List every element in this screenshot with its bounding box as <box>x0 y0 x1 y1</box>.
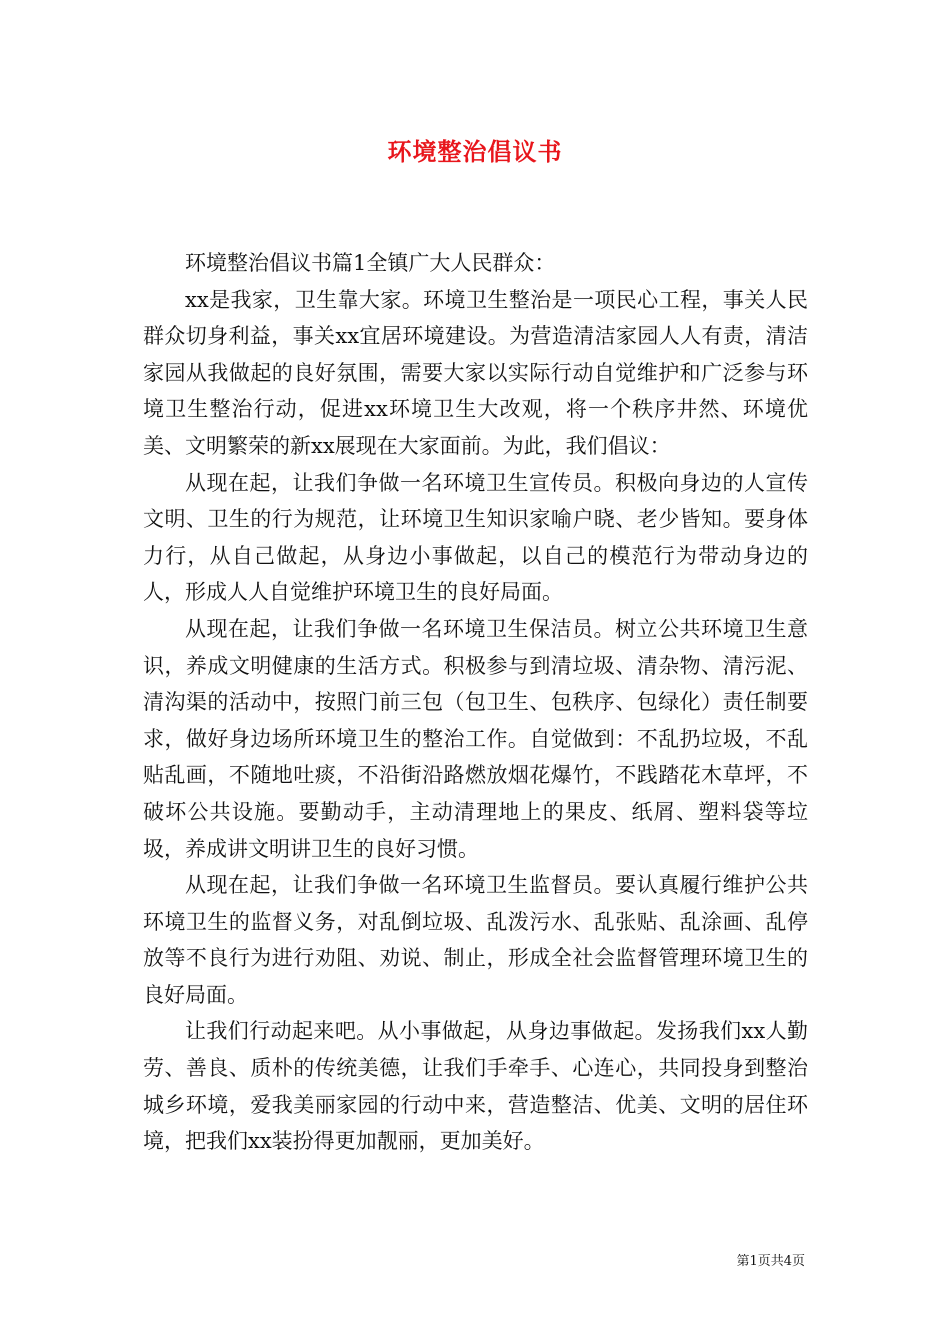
paragraph: 让我们行动起来吧。从小事做起，从身边事做起。发扬我们xx人勤劳、善良、质朴的传统美德，让我们手牵手、心连心，共同投身到整治城乡环境，爱我美丽家园的行动中来，营造整洁、优美、文明的居住环境，把我们xx装扮得更加靓丽，更加美好。 <box>143 1019 808 1154</box>
paragraph: 从现在起，让我们争做一名环境卫生宣传员。积极向身边的人宣传文明、卫生的行为规范，让环境卫生知识家喻户晓、老少皆知。要身体力行，从自己做起，从身边小事做起，以自己的模范行为带动身边的人，形成人人自觉维护环境卫生的良好局面。 <box>143 470 808 605</box>
paragraph: 从现在起，让我们争做一名环境卫生保洁员。树立公共环境卫生意识，养成文明健康的生活方式。积极参与到清垃圾、清杂物、清污泥、清沟渠的活动中，按照门前三包（包卫生、包秩序、包绿化）责任制要求，做好身边场所环境卫生的整治工作。自觉做到：不乱扔垃圾，不乱贴乱画，不随地吐痰，不沿街沿路燃放烟花爆竹，不践踏花木草坪，不破坏公共设施。要勤动手，主动清理地上的果皮、纸屑、塑料袋等垃圾，养成讲文明讲卫生的良好习惯。 <box>143 616 808 861</box>
paragraph: 从现在起，让我们争做一名环境卫生监督员。要认真履行维护公共环境卫生的监督义务，对乱倒垃圾、乱泼污水、乱张贴、乱涂画、乱停放等不良行为进行劝阻、劝说、制止，形成全社会监督管理环境卫生的良好局面。 <box>143 873 808 1007</box>
page-number: 第1页共4页 <box>736 1254 805 1269</box>
paragraph: xx是我家，卫生靠大家。环境卫生整治是一项民心工程，事关人民群众切身利益，事关xx宜居环境建设。为营造清洁家园人人有责，清洁家园从我做起的良好氛围，需要大家以实际行动自觉维护和广泛参与环境卫生整治行动，促进xx环境卫生大改观，将一个秩序井然、环境优美、文明繁荣的新xx展现在大家面前。为此，我们倡议： <box>143 287 808 458</box>
intro-line: 环境整治倡议书篇1全镇广大人民群众： <box>185 251 556 275</box>
document-title: 环境整治倡议书 <box>387 137 563 166</box>
document-body <box>143 245 808 1160</box>
